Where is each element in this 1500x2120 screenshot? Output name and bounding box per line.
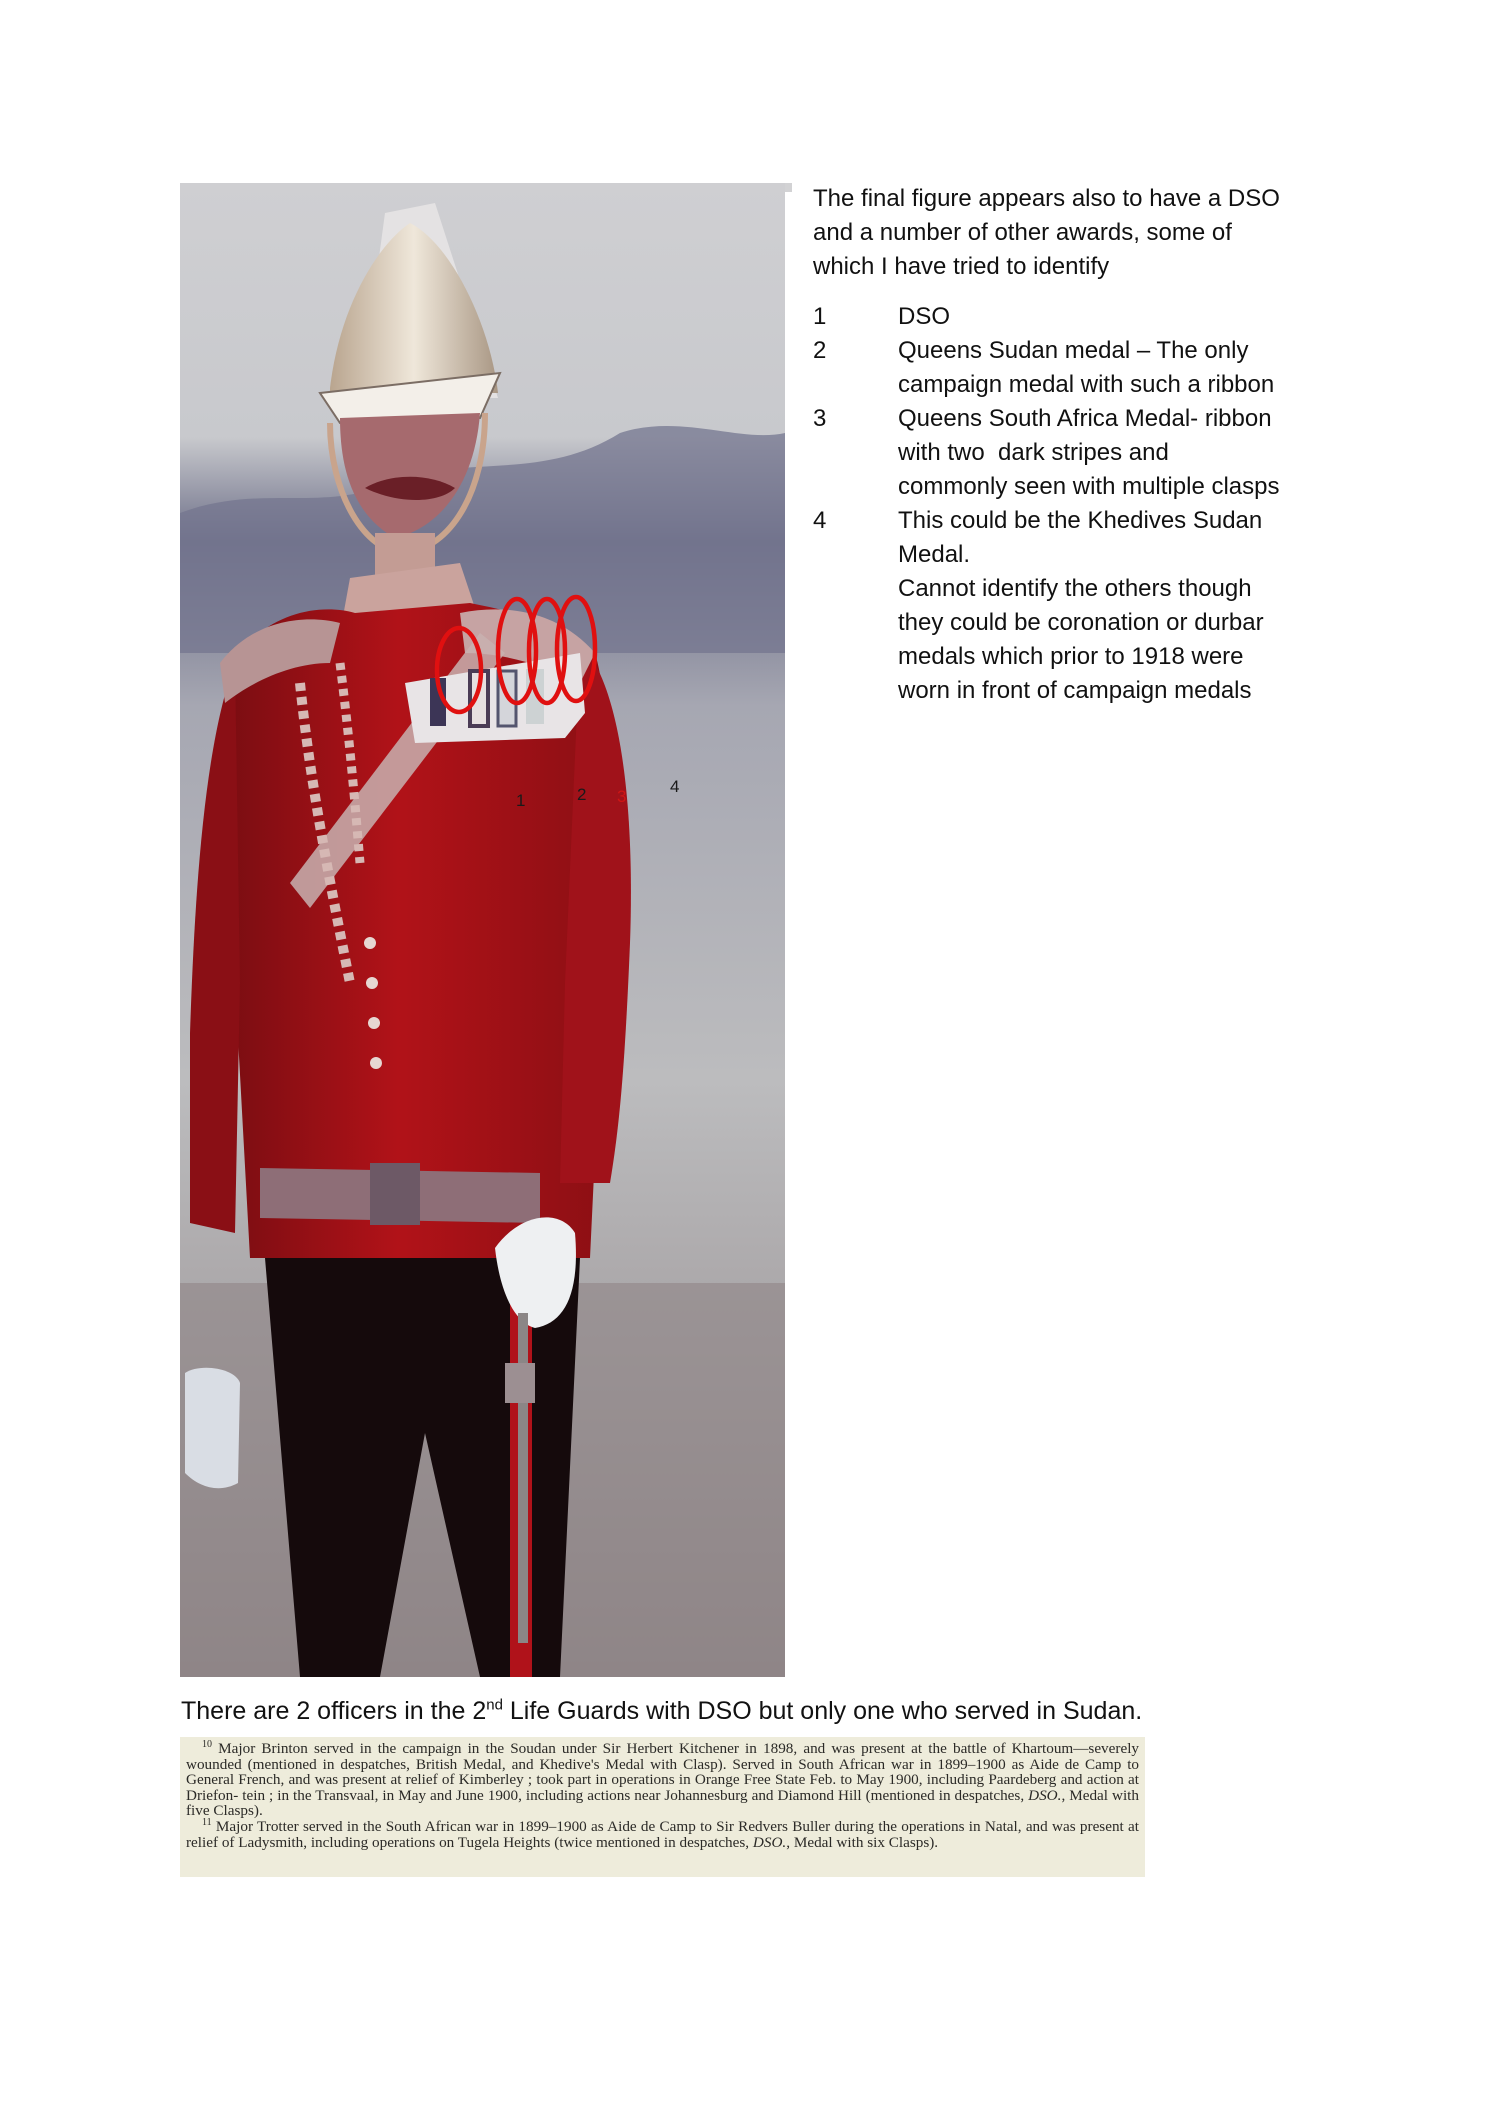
footnote-line: in despatches, [663, 1833, 753, 1851]
footnote-line: at the battle of Khartoum—severely wounded (mentioned in despatches, British Medal, and Khedive's Medal with [186, 1740, 1140, 1773]
footnote-award: DSO. [752, 1833, 787, 1851]
marker-label-1: 1 [516, 791, 526, 810]
award-item-3 [813, 402, 1353, 504]
award-line: Cannot identify the others though [898, 575, 1252, 602]
award-line: This could be the Khedives Sudan [898, 507, 1263, 534]
book-footnote-clipping [180, 1737, 1145, 1877]
footnote-line: Kimberley ; took part in operations in Orange Free State Feb. to May 1900, including Paardeberg and action at Driefon- [186, 1771, 1140, 1804]
officers-caption [181, 1694, 1142, 1728]
intro-line: which I have tried to identify [813, 253, 1110, 280]
footnote-line: , Medal with six Clasps). [786, 1833, 939, 1851]
award-number: 4 [813, 507, 827, 534]
award-line: commonly seen with multiple clasps [898, 473, 1280, 500]
footnote-marker: 11 [202, 1816, 212, 1828]
award-line: they could be coronation or durbar [898, 609, 1264, 636]
marker-label-2: 2 [577, 785, 587, 804]
award-number: 2 [813, 337, 827, 364]
award-line: Queens Sudan medal – The only [898, 337, 1249, 364]
sword-scabbard [518, 1313, 528, 1643]
medal-notes [813, 182, 1353, 708]
footnote-line: despatches, [954, 1786, 1029, 1804]
award-line: DSO [898, 303, 951, 330]
intro-paragraph [813, 182, 1353, 284]
officer-illustration [180, 183, 785, 1677]
caption-text: There are 2 officers in the 2 [181, 1697, 487, 1725]
award-number: 1 [813, 303, 827, 330]
intro-line: The final figure appears also to have a DSO [813, 185, 1280, 212]
award-description [898, 334, 1353, 402]
marker-label-3: 3 [617, 787, 627, 806]
award-line: campaign medal with such a ribbon [898, 371, 1275, 398]
white-glove-left [185, 1368, 240, 1488]
footnote-line: , Medal with five Clasps). [186, 1786, 1139, 1820]
caption-superscript: nd [486, 1696, 503, 1714]
intro-line: and a number of other awards, some of [813, 219, 1232, 246]
award-line: with two dark stripes and [898, 439, 1169, 466]
footnote-brinton [186, 1738, 1140, 1820]
footnote-line: Major Trotter served in the South African war in 1899–1900 as Aide de Camp to Sir Redvers Buller during the [215, 1817, 897, 1835]
award-description [898, 300, 1353, 334]
officer-photo [180, 183, 785, 1677]
award-item-2 [813, 334, 1353, 402]
award-item-4 [813, 504, 1353, 708]
footnote-marker: 10 [202, 1738, 212, 1750]
belt-buckle [370, 1163, 420, 1225]
footnote-line: operations in Natal, and was present at relief of Ladysmith, including operations on Tugela Heights (twice mentioned [186, 1817, 1140, 1851]
award-line: medals which prior to 1918 were [898, 643, 1244, 670]
award-line: Queens South Africa Medal- ribbon [898, 405, 1272, 432]
caption-text: Life Guards with DSO but only one who served in Sudan. [502, 1697, 1143, 1725]
footnote-line: Clasp). Served in South African war in 1899–1900 as Aide de Camp to General French, and was present at relief of [186, 1755, 1140, 1789]
footnote-trotter [186, 1816, 1140, 1851]
marker-label-4: 4 [670, 777, 680, 796]
footnote-line: tein ; in the Transvaal, in May and June 1900, including actions near Johannesburg and Diamond Hill (mentioned in [242, 1786, 951, 1804]
footnote-line: Major Brinton served in the campaign in the Soudan under Sir Herbert Kitchener in 1898, and was present [218, 1740, 906, 1757]
award-description [898, 504, 1353, 708]
footnote-award: DSO. [1028, 1786, 1062, 1804]
award-item-1 [813, 300, 1353, 334]
award-line: Medal. [898, 541, 971, 568]
award-description [898, 402, 1353, 504]
award-number: 3 [813, 405, 827, 432]
awards-list [813, 300, 1353, 708]
award-line: worn in front of campaign medals [898, 677, 1252, 704]
sword-knot [505, 1363, 535, 1403]
